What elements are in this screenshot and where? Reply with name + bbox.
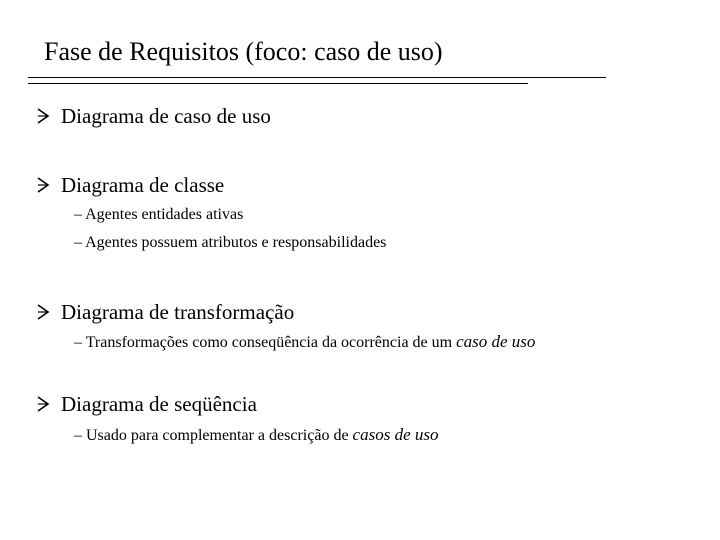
sub-item-text: – Transformações como conseqüência da ocorrência de um [74,334,457,351]
arrowhead-bullet-icon [36,303,50,321]
bullet-label: Diagrama de classe [61,172,225,197]
sub-item-text: – Usado para complementar a descrição de [74,427,353,444]
bullet-label: Diagrama de seqüência [61,391,257,416]
bullet-item [36,389,257,419]
sub-item [74,424,439,447]
sub-item-text: – Agentes possuem atributos e responsabilidades [74,234,387,251]
bullet-label: Diagrama de transformação [61,299,295,324]
sub-item-text: – Agentes entidades ativas [74,206,244,223]
sub-item [74,331,535,354]
title-divider-lower [28,83,528,84]
bullet-label: Diagrama de caso de uso [61,103,271,128]
slide-title: Fase de Requisitos (foco: caso de uso) [44,37,443,66]
sub-item-emphasis: casos de uso [352,425,439,444]
sub-item [74,232,386,254]
bullet-item [36,297,294,327]
arrowhead-bullet-icon [36,107,50,125]
bullet-item [36,170,224,200]
sub-item [74,204,243,226]
title-divider-upper [28,77,606,78]
bullet-item [36,101,271,131]
arrowhead-bullet-icon [36,176,50,194]
sub-item-emphasis: caso de uso [456,332,536,351]
arrowhead-bullet-icon [36,395,50,413]
